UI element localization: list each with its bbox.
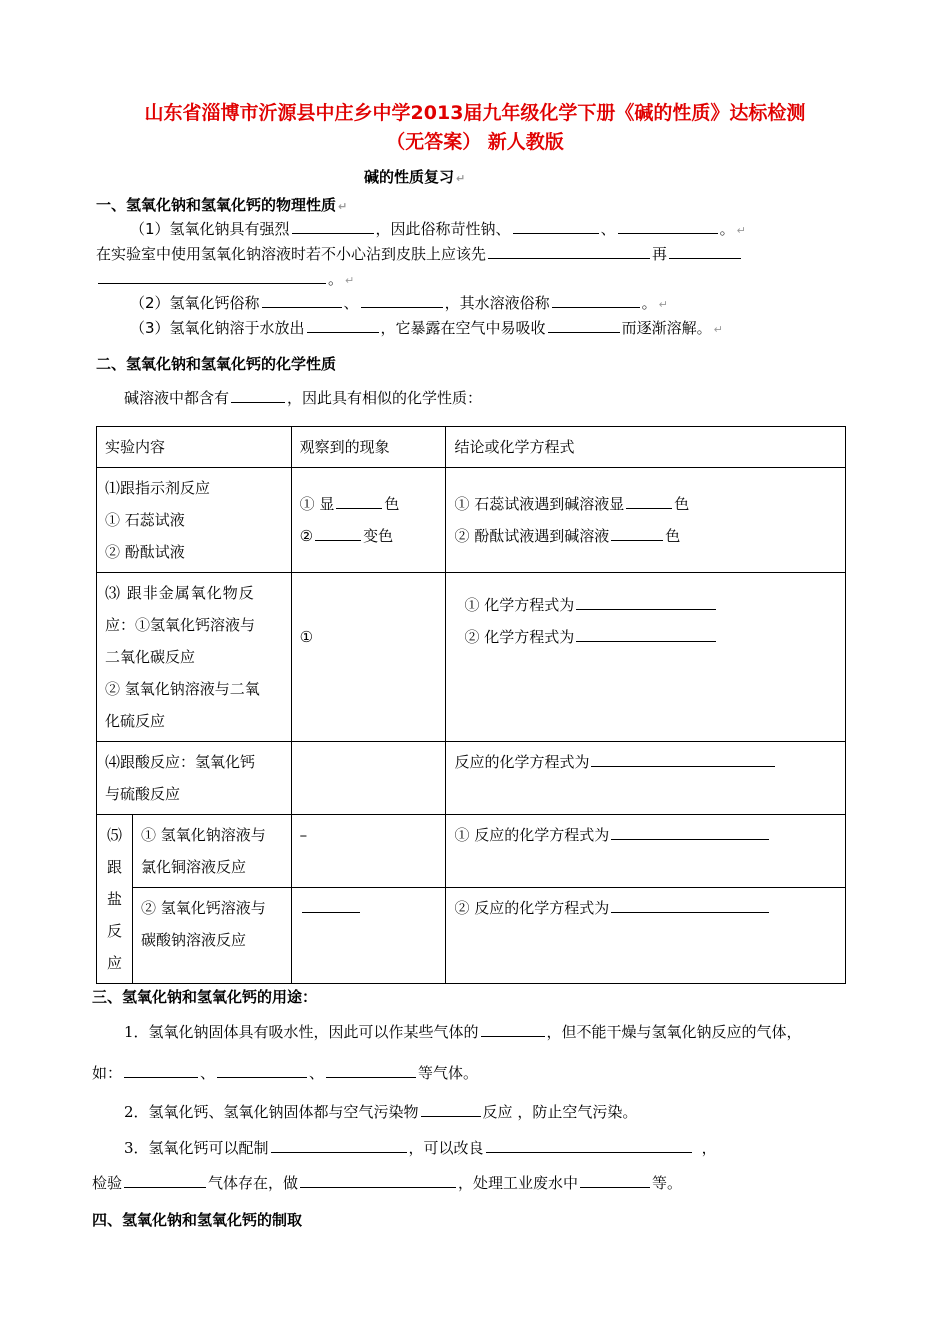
header-cell: 观察到的现象 [291,427,446,468]
table-cell: ① [291,573,446,742]
section1-line3: 。 ↵ [96,268,354,289]
section2-heading: 二、氢氧化钠和氢氧化钙的化学性质 [96,355,337,373]
table-cell: ⑶ 跟非金属氧化物反 应：①氢氧化钙溶液与 二氧化碳反应 ② 氢氧化钠溶液与二氧 化硫反应 [97,573,292,742]
table-cell: ① 氢氧化钠溶液与 氯化铜溶液反应 [132,815,291,888]
section1-line4: （2）氢氧化钙俗称 、 ，其水溶液俗称 。 ↵ [130,294,668,312]
table-cell: ① 化学方程式为 ② 化学方程式为 [446,573,846,742]
section4-heading: 四、氢氧化钠和氢氧化钙的制取 [92,1211,303,1229]
table-cell: ⑷跟酸反应：氢氧化钙 与硫酸反应 [97,742,292,815]
section3-heading: 三、氢氧化钠和氢氧化钙的用途： [92,988,318,1006]
section3-item3: 3．氢氧化钙可以配制 ，可以改良 ， [124,1139,717,1157]
document-title-line1: 山东省淄博市沂源县中庄乡中学2013届九年级化学下册《碱的性质》达标检测 [144,102,806,124]
table-cell: – [291,815,446,888]
table-cell: ② 氢氧化钙溶液与 碳酸钠溶液反应 [132,888,291,984]
table-cell: ① 显 色 ② 变色 [291,468,446,573]
table-row [97,888,846,984]
section1-line2: 在实验室中使用氢氧化钠溶液时若不小心沾到皮肤上应该先 再 [96,243,743,264]
subtitle: 碱的性质复习 ↵ [364,168,466,186]
document-title-line2: （无答案） 新人教版 [386,131,564,153]
table-cell: 反应的化学方程式为 [446,742,846,815]
table-cell: ① 反应的化学方程式为 [446,815,846,888]
table-row [97,468,846,573]
section1-line5: （3）氢氧化钠溶于水放出 ，它暴露在空气中易吸收 而逐渐溶解。 ↵ [130,319,723,337]
header-cell: 实验内容 [97,427,292,468]
table-header-row [97,427,846,468]
table-cell: ⑴跟指示剂反应 ① 石蕊试液 ② 酚酞试液 [97,468,292,573]
table-row [97,815,846,888]
section1-line1: （1）氢氧化钠具有强烈 ，因此俗称苛性钠、 、 。 ↵ [130,220,746,238]
table-row [97,742,846,815]
header-cell: 结论或化学方程式 [446,427,846,468]
section3-item1: 1．氢氧化钠固体具有吸水性，因此可以作某些气体的 ，但不能干燥与氢氧化钠反应的气体， [124,1023,802,1041]
section3-item2: 2．氢氧化钙、氢氧化钠固体都与空气污染物 反应 ，防止空气污染。 [124,1103,638,1121]
table-cell [291,888,446,984]
table-cell: ⑸ 跟 盐 反 应 [97,815,133,984]
table-row [97,573,846,742]
section1-heading: 一、氢氧化钠和氢氧化钙的物理性质 ↵ [96,196,348,214]
table-cell [291,742,446,815]
table-cell: ② 反应的化学方程式为 [446,888,846,984]
section3-item1-cont: 如： 、 、 等气体。 [92,1064,479,1082]
section3-item3-cont: 检验 气体存在，做 ，处理工业废水中 等。 [92,1174,683,1192]
section2-intro: 碱溶液中都含有 ，因此具有相似的化学性质： [124,389,483,407]
properties-table [96,426,846,984]
table-cell: ① 石蕊试液遇到碱溶液显 色 ② 酚酞试液遇到碱溶液 色 [446,468,846,573]
